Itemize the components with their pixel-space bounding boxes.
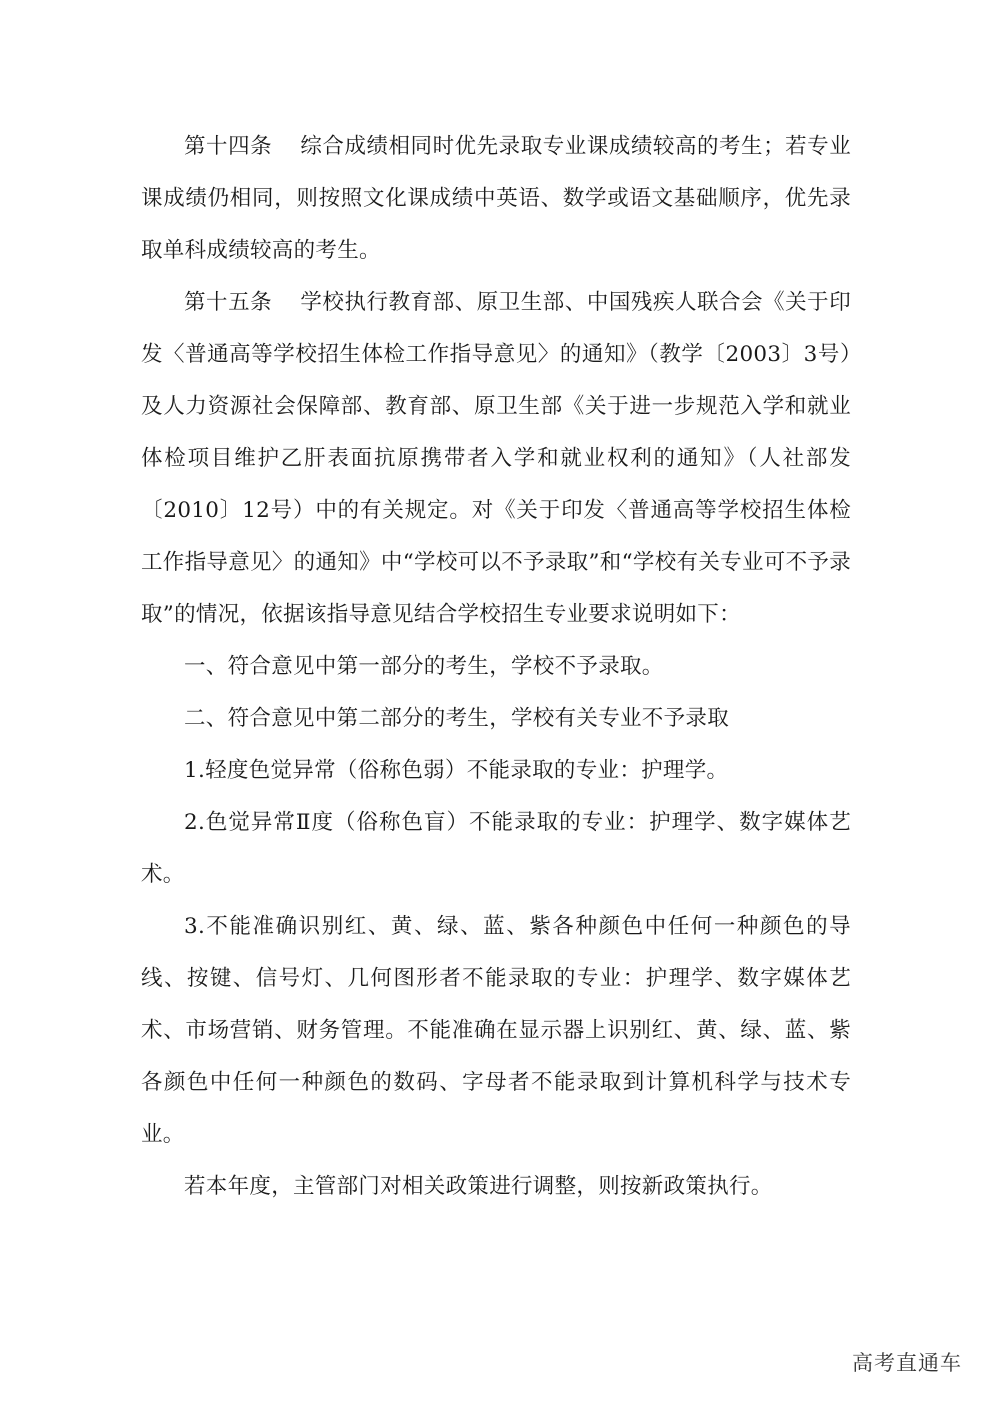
article-15-heading: 第十五条: [184, 290, 273, 315]
item-one-paragraph: 一、符合意见中第一部分的考生，学校不予录取。: [184, 654, 664, 679]
sub-item-2-paragraph: 2.色觉异常Ⅱ度（俗称色盲）不能录取的专业：护理学、数字媒体艺术。: [141, 810, 851, 887]
article-15-text: 学校执行教育部、原卫生部、中国残疾人联合会《关于印发〈普通高等学校招生体检工作指导意见〉的通知》（教学〔2003〕3号）及人力资源社会保障部、教育部、原卫生部《关于进一步规范入学和就业体检项目维护乙肝表面抗原携带者入学和就业权利的通知》（人社部发〔2010〕12号）中的有关规定。对《关于印发〈普通高等学校招生体检工作指导意见〉的通知》中“学校可以不予录取”和“学校有关专业可不予录取”的情况，依据该指导意见结合学校招生专业要求说明如下：: [141, 290, 851, 627]
sub-item-3-paragraph: 3.不能准确识别红、黄、绿、蓝、紫各种颜色中任何一种颜色的导线、按键、信号灯、几何图形者不能录取的专业：护理学、数字媒体艺术、市场营销、财务管理。不能准确在显示器上识别红、黄、绿、蓝、紫各颜色中任何一种颜色的数码、字母者不能录取到计算机科学与技术专业。: [141, 914, 851, 1147]
article-15-paragraph: [141, 277, 851, 641]
item-two-paragraph: 二、符合意见中第二部分的考生，学校有关专业不予录取: [184, 706, 730, 731]
sub-item-1-paragraph: 1.轻度色觉异常（俗称色弱）不能录取的专业：护理学。: [184, 758, 729, 783]
article-14-text: 综合成绩相同时优先录取专业课成绩较高的考生；若专业课成绩仍相同，则按照文化课成绩中英语、数学或语文基础顺序，优先录取单科成绩较高的考生。: [141, 134, 851, 263]
article-14-heading: 第十四条: [184, 134, 273, 159]
watermark: 高考直通车: [852, 1351, 962, 1375]
document-body: [141, 121, 851, 1213]
article-14-paragraph: [141, 121, 851, 277]
policy-note-paragraph: 若本年度，主管部门对相关政策进行调整，则按新政策执行。: [184, 1174, 773, 1199]
